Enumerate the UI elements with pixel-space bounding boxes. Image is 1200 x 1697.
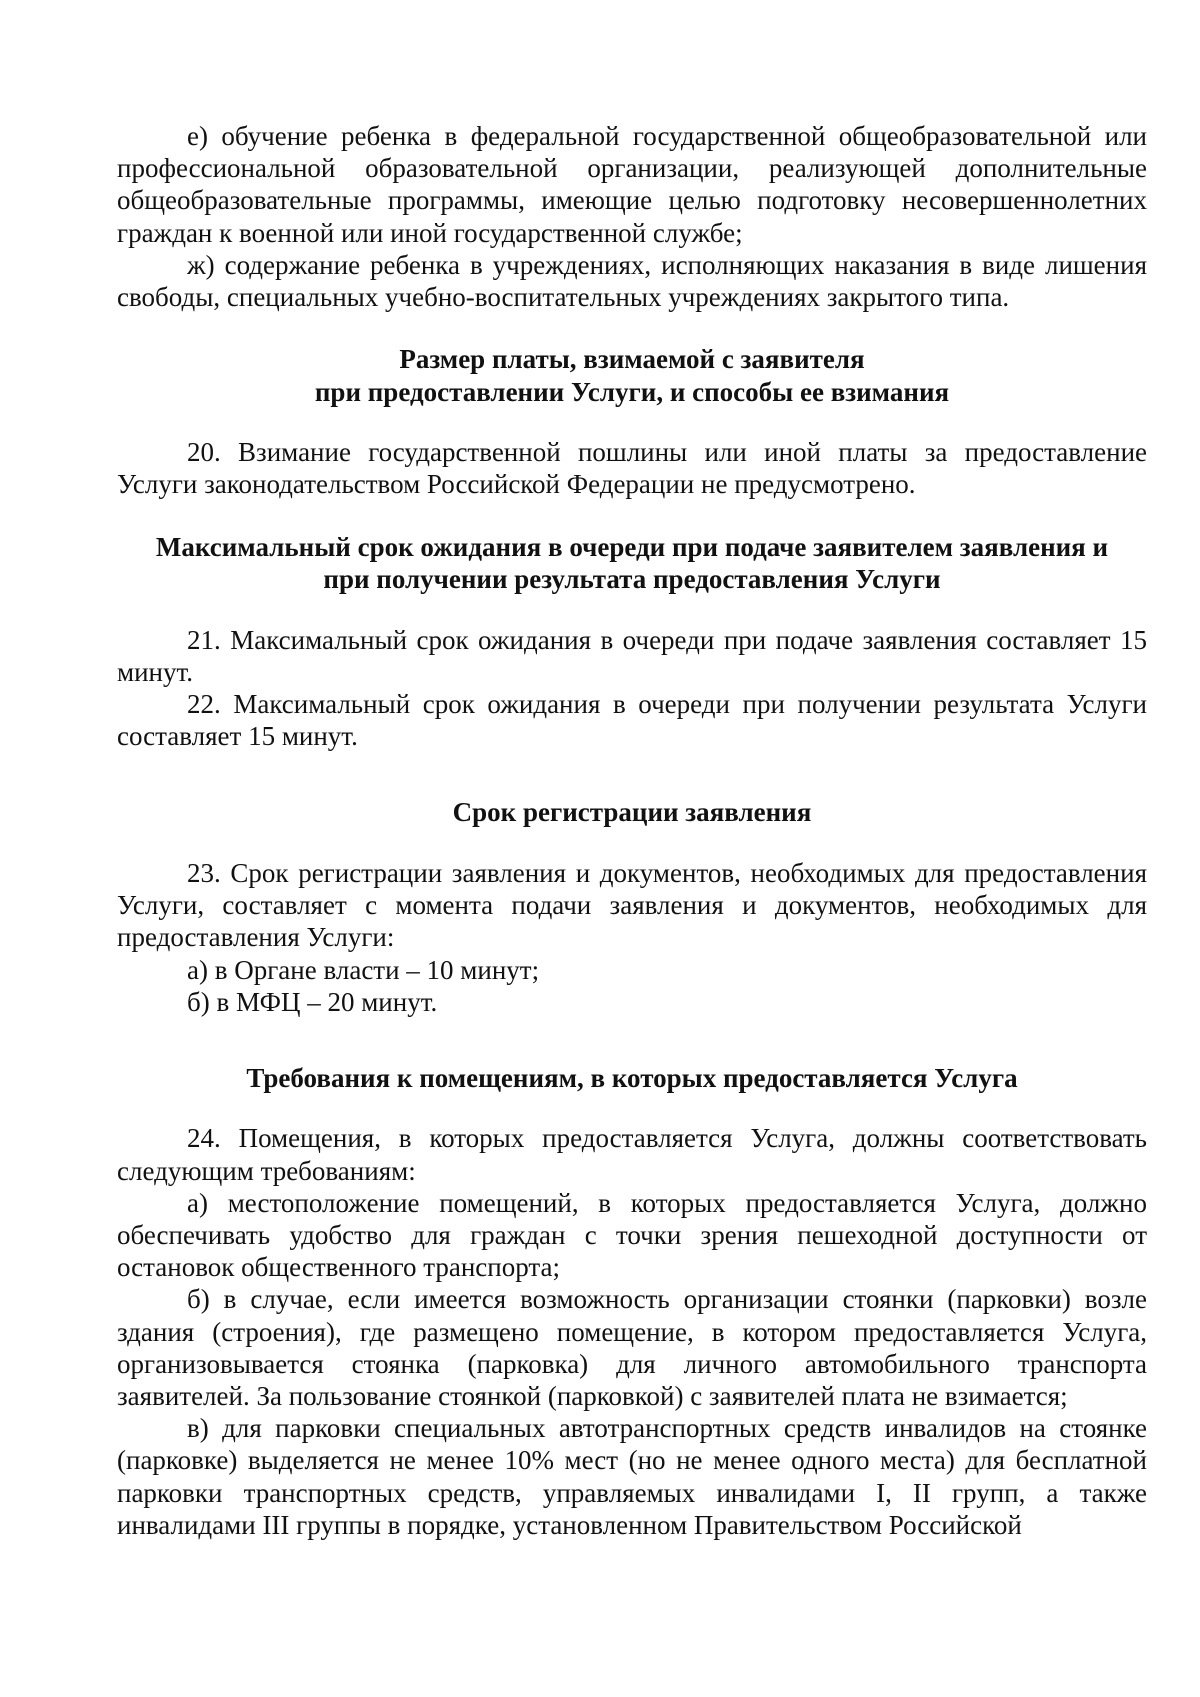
- paragraph-item-zh: ж) содержание ребенка в учреждениях, исполняющих наказания в виде лишения свободы, специальных учебно-воспитательных учреждениях закрытого типа.: [117, 249, 1147, 313]
- heading-premises: [117, 1062, 1147, 1095]
- paragraph-23b: б) в МФЦ – 20 минут.: [187, 986, 438, 1017]
- heading-fee: [117, 343, 1147, 408]
- document-page: [117, 120, 1147, 1541]
- paragraph-24b: б) в случае, если имеется возможность организации стоянки (парковки) возле здания (строения), где размещено помещение, в котором предоставляется Услуга, организовывается стоянка (парковка) для личного автомобильного транспорта заявителей. За пользование стоянкой (парковкой) с заявителей плата не взимается;: [117, 1284, 1147, 1412]
- paragraph-item-e: е) обучение ребенка в федеральной государственной общеобразовательной или профессиональной образовательной организации, реализующей дополнительные общеобразовательные программы, имеющие целью подготовку несовершеннолетних граждан к военной или иной государственной службе;: [117, 121, 1147, 248]
- paragraph-24: 24. Помещения, в которых предоставляется Услуга, должны соответствовать следующим требованиям:: [117, 1123, 1147, 1186]
- paragraph-20: 20. Взимание государственной пошлины или иной платы за предоставление Услуги законодательством Российской Федерации не предусмотрено.: [117, 437, 1147, 500]
- heading-registration: [117, 796, 1147, 829]
- paragraph-22: 22. Максимальный срок ожидания в очереди при получении результата Услуги составляет 15 минут.: [117, 689, 1147, 752]
- heading-registration-line: Срок регистрации заявления: [452, 797, 812, 828]
- paragraph-23: 23. Срок регистрации заявления и документов, необходимых для предоставления Услуги, составляет с момента подачи заявления и документов, необходимых для предоставления Услуги:: [117, 857, 1147, 953]
- paragraph-24c: в) для парковки специальных автотранспортных средств инвалидов на стоянке (парковке) выделяется не менее 10% мест (но не менее одного места) для бесплатной парковки транспортных средств, управляемых инвалидами I, II групп, а также инвалидами III группы в порядке, установленном Правительством Российской: [117, 1413, 1147, 1540]
- heading-fee-line1: Размер платы, взимаемой с заявителя: [399, 344, 865, 375]
- heading-fee-line2: при предоставлении Услуги, и способы ее взимания: [314, 376, 950, 407]
- paragraph-23a: а) в Органе власти – 10 минут;: [187, 954, 540, 985]
- heading-queue: [117, 531, 1147, 596]
- heading-queue-line2: при получении результата предоставления Услуги: [323, 564, 941, 595]
- paragraph-21: 21. Максимальный срок ожидания в очереди при подаче заявления составляет 15 минут.: [117, 624, 1147, 687]
- heading-queue-line1: Максимальный срок ожидания в очереди при подаче заявителем заявления и: [155, 531, 1109, 562]
- heading-premises-line: Требования к помещениям, в которых предоставляется Услуга: [246, 1062, 1018, 1093]
- paragraph-24a: а) местоположение помещений, в которых предоставляется Услуга, должно обеспечивать удобство для граждан с точки зрения пешеходной доступности от остановок общественного транспорта;: [117, 1187, 1147, 1283]
